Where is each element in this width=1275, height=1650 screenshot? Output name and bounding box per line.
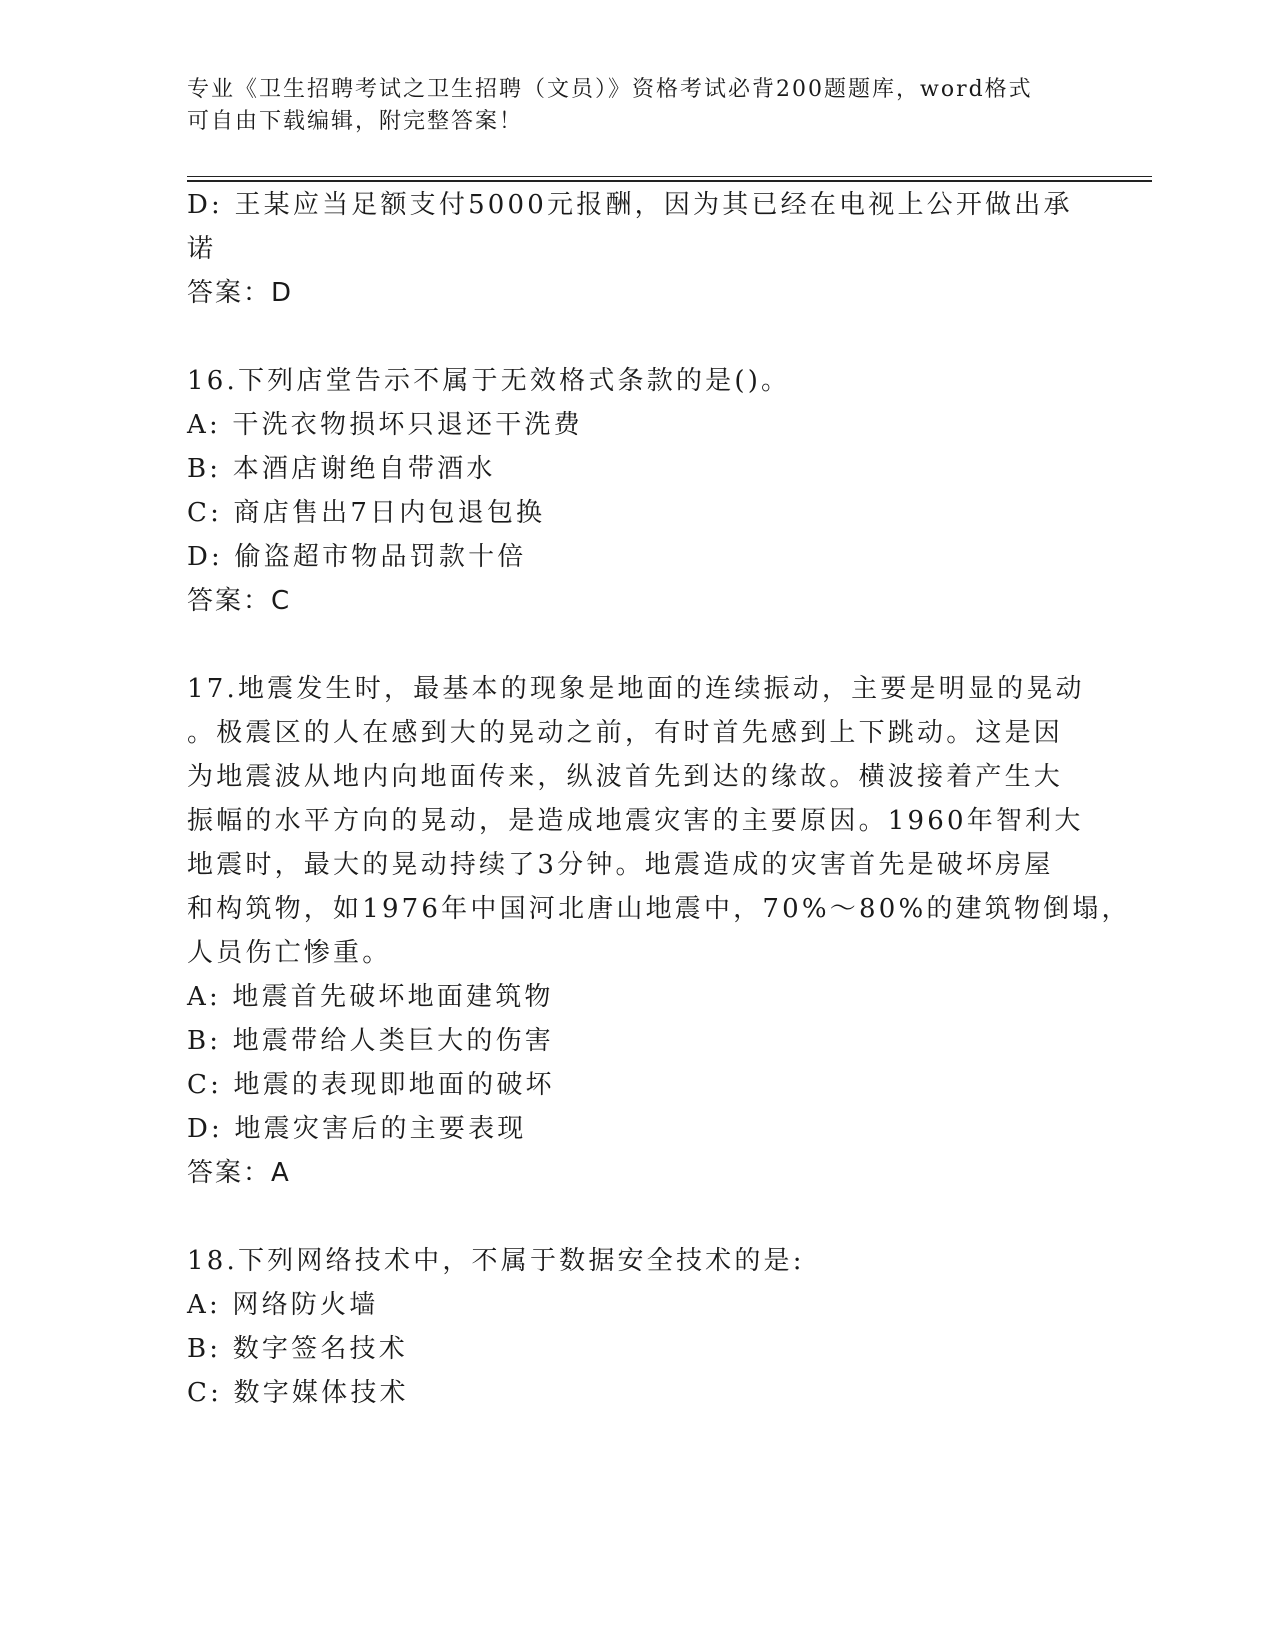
- q17-stem-line: 。极震区的人在感到大的晃动之前，有时首先感到上下跳动。这是因: [187, 718, 1064, 748]
- q17-option-a: A: 地震首先破坏地面建筑物: [187, 982, 554, 1012]
- q18-option-c: C: 数字媒体技术: [187, 1378, 409, 1408]
- q17-option-d: D: 地震灾害后的主要表现: [187, 1114, 527, 1144]
- q18-stem: 18.下列网络技术中，不属于数据安全技术的是:: [187, 1246, 805, 1276]
- q17-stem-line: 17.地震发生时，最基本的现象是地面的连续振动，主要是明显的晃动: [187, 674, 1085, 704]
- q16-answer: 答案：C: [187, 586, 292, 616]
- q16-option-d: D: 偷盗超市物品罚款十倍: [187, 542, 527, 572]
- q16-option-c: C: 商店售出7日内包退包换: [187, 498, 546, 528]
- q17-stem-line: 人员伤亡惨重。: [187, 938, 392, 968]
- q17-option-b: B: 地震带给人类巨大的伤害: [187, 1026, 554, 1056]
- q16-stem: 16.下列店堂告示不属于无效格式条款的是()。: [187, 366, 791, 396]
- document-header: [187, 74, 1087, 138]
- q16-option-b: B: 本酒店谢绝自带酒水: [187, 454, 496, 484]
- header-title-line1: 专业《卫生招聘考试之卫生招聘（文员）》资格考试必背200题题库，word格式: [187, 77, 1033, 102]
- q15-answer: 答案：D: [187, 278, 294, 308]
- q17-stem-line: 为地震波从地内向地面传来，纵波首先到达的缘故。横波接着产生大: [187, 762, 1064, 792]
- q17-stem-line: 振幅的水平方向的晃动，是造成地震灾害的主要原因。1960年智利大: [187, 806, 1084, 836]
- q17-answer: 答案：A: [187, 1158, 291, 1188]
- header-title-line2: 可自由下载编辑，附完整答案！: [187, 109, 524, 134]
- q17-stem-line: 地震时，最大的晃动持续了3分钟。地震造成的灾害首先是破坏房屋: [187, 850, 1054, 880]
- q17-option-c: C: 地震的表现即地面的破坏: [187, 1070, 555, 1100]
- q18-option-a: A: 网络防火墙: [187, 1290, 379, 1320]
- q18-option-b: B: 数字签名技术: [187, 1334, 408, 1364]
- q17-stem-line: 和构筑物，如1976年中国河北唐山地震中，70%～80%的建筑物倒塌，: [187, 894, 1131, 924]
- q16-option-a: A: 干洗衣物损坏只退还干洗费: [187, 410, 583, 440]
- q15-option-d-line2: 诺: [187, 234, 217, 264]
- header-divider-thin: [187, 176, 1152, 177]
- q15-option-d-line1: D: 王某应当足额支付5000元报酬，因为其已经在电视上公开做出承: [187, 190, 1073, 220]
- header-divider-thick: [187, 180, 1152, 182]
